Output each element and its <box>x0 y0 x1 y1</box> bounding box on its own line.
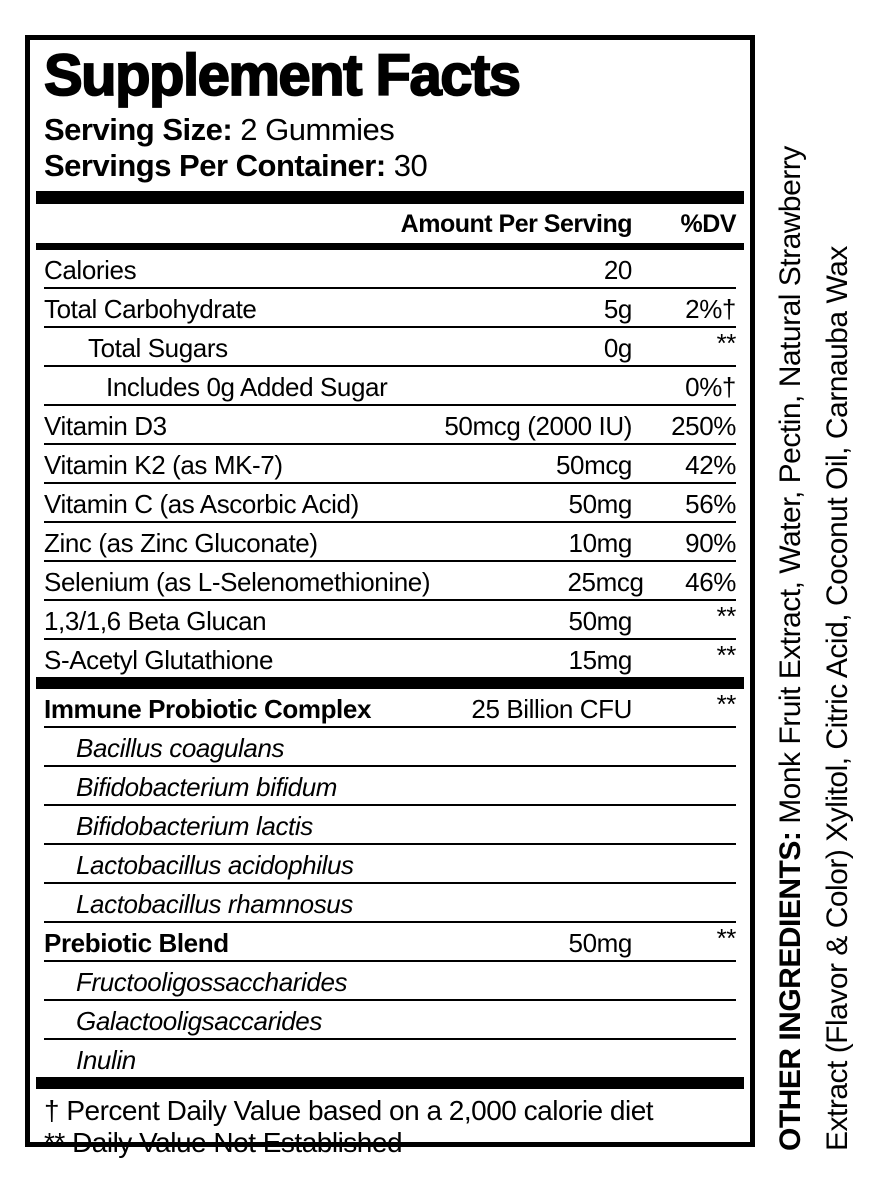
supplement-facts-panel <box>25 35 755 1159</box>
footnotes <box>44 1095 736 1161</box>
table-row <box>44 406 736 445</box>
ingredient-name: Vitamin K2 (as MK-7) <box>44 449 283 480</box>
table-row <box>44 367 736 406</box>
ingredient-name: Vitamin C (as Ascorbic Acid) <box>44 488 359 519</box>
ingredient-name: Prebiotic Blend <box>44 927 229 958</box>
percent-dv-value: 46% <box>685 566 736 597</box>
section-divider-bar <box>36 1077 744 1089</box>
ingredient-name: Immune Probiotic Complex <box>44 693 372 724</box>
table-row <box>44 689 736 728</box>
ingredient-name: Total Carbohydrate <box>44 293 257 324</box>
amount-per-serving-value: 50mcg <box>555 449 632 480</box>
section-divider-bar <box>36 677 744 689</box>
other-ingredients-line1 <box>767 131 814 1151</box>
table-row <box>44 845 736 884</box>
table-row <box>44 250 736 289</box>
table-row <box>44 289 736 328</box>
other-ingredients-text <box>767 131 861 1151</box>
ingredient-name: Bifidobacterium bifidum <box>76 771 338 802</box>
ingredient-name: Galactooligsaccarides <box>76 1005 322 1036</box>
table-row <box>44 884 736 923</box>
amount-per-serving-value: 50mg <box>568 605 632 636</box>
table-row <box>44 1001 736 1040</box>
percent-dv-value: 2%† <box>685 293 736 324</box>
ingredient-name: Inulin <box>76 1044 136 1075</box>
percent-dv-value: 56% <box>685 488 736 519</box>
amount-per-serving-value: 25mcg <box>567 566 644 597</box>
percent-dv-value: 0%† <box>685 371 736 402</box>
serving-size-label: Serving Size: <box>44 112 233 148</box>
ingredient-name: Zinc (as Zinc Gluconate) <box>44 527 318 558</box>
percent-dv-value: 250% <box>671 410 736 441</box>
servings-per-container-label: Servings Per Container: <box>44 147 386 183</box>
percent-dv-value: 90% <box>685 527 736 558</box>
table-row <box>44 806 736 845</box>
footnote-daily-value: † Percent Daily Value based on a 2,000 calorie diet <box>44 1094 654 1126</box>
amount-per-serving-value: 10mg <box>568 527 632 558</box>
ingredient-name: Fructooligossaccharides <box>76 966 348 997</box>
ingredient-name: Includes 0g Added Sugar <box>106 371 388 402</box>
ingredient-name: Total Sugars <box>88 332 228 363</box>
section-divider-bar <box>36 191 744 204</box>
ingredient-name: Calories <box>44 254 137 285</box>
table-row <box>44 923 736 962</box>
percent-dv-header: %DV <box>680 209 736 238</box>
ingredient-name: Vitamin D3 <box>44 410 167 441</box>
other-ingredients-line1-rest: Monk Fruit Extract, Water, Pectin, Natural Strawberry <box>774 146 807 832</box>
amount-per-serving-value: 20 <box>603 254 632 285</box>
header-divider-bar <box>36 243 744 250</box>
ingredient-name: Lactobacillus acidophilus <box>76 849 354 880</box>
percent-dv-value: ** <box>716 922 736 953</box>
ingredient-name: Selenium (as L-Selenomethionine) <box>44 566 431 597</box>
other-ingredients-label: OTHER INGREDIENTS: <box>774 831 807 1151</box>
panel-title: Supplement Facts <box>44 43 520 108</box>
amount-per-serving-value: 50mg <box>568 488 632 519</box>
servings-per-container-value: 30 <box>385 147 428 183</box>
footnote-not-established: ** Daily Value Not Established <box>44 1127 403 1159</box>
amount-per-serving-value: 15mg <box>568 644 632 675</box>
table-row <box>44 640 736 677</box>
serving-size-value: 2 Gummies <box>232 112 395 148</box>
nutrient-table <box>44 250 736 1089</box>
ingredient-name: S-Acetyl Glutathione <box>44 644 274 675</box>
amount-per-serving-value: 50mcg (2000 IU) <box>444 410 632 441</box>
table-header-row <box>44 204 736 243</box>
table-row <box>44 523 736 562</box>
amount-per-serving-value: 25 Billion CFU <box>471 693 632 724</box>
ingredient-name: Bifidobacterium lactis <box>76 810 313 841</box>
amount-per-serving-value: 50mg <box>568 927 632 958</box>
servings-per-container-line <box>44 148 736 184</box>
table-row <box>44 728 736 767</box>
table-row <box>44 962 736 1001</box>
percent-dv-value: ** <box>716 600 736 631</box>
other-ingredients-line2: Extract (Flavor & Color) Xylitol, Citric Acid, Coconut Oil, Carnauba Wax <box>821 246 854 1151</box>
percent-dv-value: ** <box>716 327 736 358</box>
percent-dv-value: ** <box>716 639 736 670</box>
amount-per-serving-header: Amount Per Serving <box>400 209 632 238</box>
table-row <box>44 445 736 484</box>
ingredient-name: Bacillus coagulans <box>76 732 285 763</box>
table-row <box>44 562 736 601</box>
amount-per-serving-value: 5g <box>603 293 632 324</box>
table-row <box>44 484 736 523</box>
table-row <box>44 767 736 806</box>
amount-per-serving-value: 0g <box>603 332 632 363</box>
percent-dv-value: ** <box>716 688 736 719</box>
serving-size-line <box>44 112 736 148</box>
table-row <box>44 328 736 367</box>
table-row <box>44 601 736 640</box>
percent-dv-value: 42% <box>685 449 736 480</box>
table-row <box>44 1040 736 1077</box>
ingredient-name: 1,3/1,6 Beta Glucan <box>44 605 267 636</box>
ingredient-name: Lactobacillus rhamnosus <box>76 888 353 919</box>
